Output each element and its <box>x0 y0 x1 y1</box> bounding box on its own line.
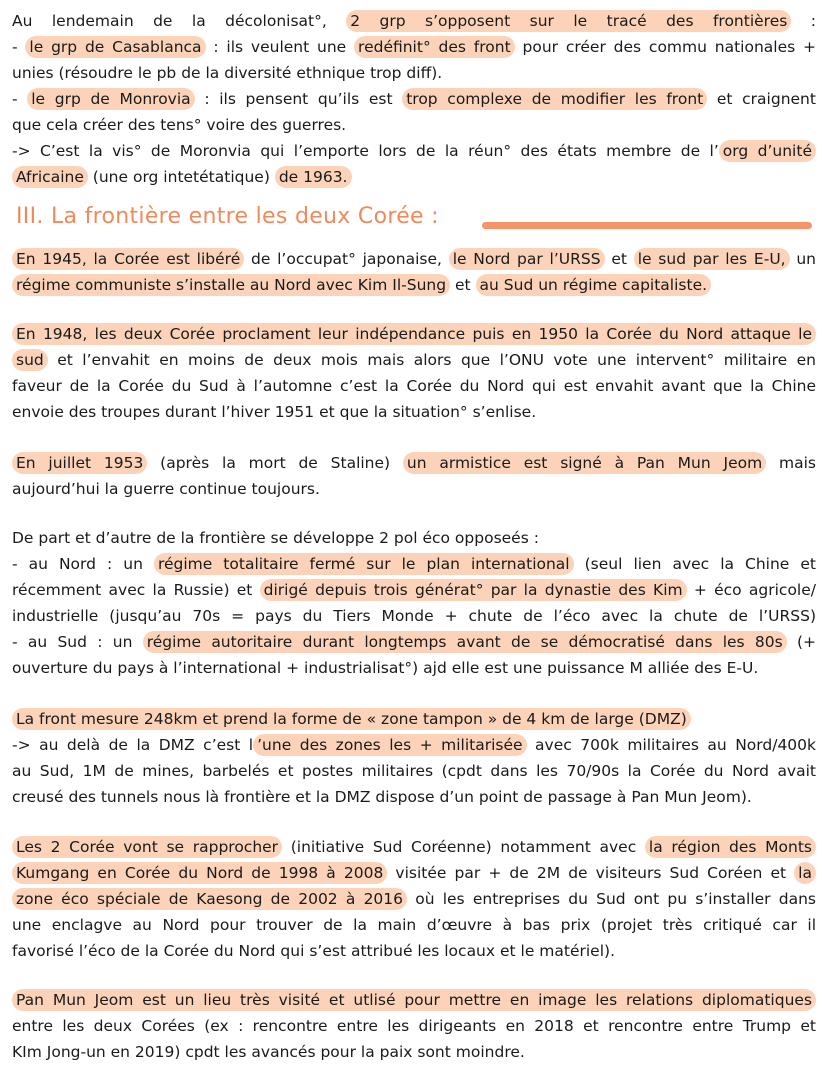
intro-line-7 <box>12 164 816 190</box>
text-segment: : <box>791 12 816 30</box>
highlight: Africaine <box>12 166 88 188</box>
highlight: zone éco spéciale de Kaesong de 2002 à 2016 <box>12 888 407 910</box>
highlight: En juillet 1953 <box>12 452 147 474</box>
highlight: dirigé depuis trois générat° par la dynastie des Kim <box>260 579 687 601</box>
intro-line-1 <box>12 8 816 34</box>
p6-line-2 <box>12 860 816 886</box>
text-segment: (initiative Sud Coréenne) notamment avec <box>282 838 645 856</box>
text-segment: (+ <box>786 633 816 651</box>
p1-line-1 <box>12 246 816 272</box>
highlight: redéfinit° des front <box>354 36 515 58</box>
highlight: La front mesure 248km et prend la forme de « zone tampon » de 4 km de large (DMZ) <box>12 708 691 730</box>
text-segment: - au Sud : un <box>12 633 143 651</box>
highlight: le Nord par l’URSS <box>449 248 605 270</box>
p6-line-4: une enclagve au Nord pour trouver de la main d’œuvre à bas prix (projet très critiqué car il <box>12 916 816 934</box>
highlight: En 1948, les deux Corée proclament leur indépendance puis en 1950 la Corée du Nord attaque le <box>12 323 816 345</box>
highlight: le sud par les E-U, <box>634 248 790 270</box>
text-segment: (après la mort de Staline) <box>147 454 403 472</box>
text-segment: un <box>789 250 816 268</box>
text-segment: de l’occupat° japonaise, <box>244 250 449 268</box>
p6-line-1 <box>12 834 816 860</box>
highlight: la <box>794 862 816 884</box>
text-segment: pour créer des commu nationales + <box>514 38 816 56</box>
intro-line-3: unies (résoudre le pb de la diversité ethnique trop diff). <box>12 64 443 82</box>
text-segment: -> C’est la vis° de Moronvia qui l’emporte lors de la réun° des états membre de l’ <box>12 142 719 160</box>
highlight: org d’unité <box>719 140 816 162</box>
p3-line-2: aujourd’hui la guerre continue toujours. <box>12 480 320 498</box>
p5-line-3: au Sud, 1M de mines, barbelés et postes militaires (cpdt dans les 70/90s la Corée du Nord avait <box>12 762 816 780</box>
p2-line-1 <box>12 321 816 347</box>
intro-line-4 <box>12 86 816 112</box>
text-segment: (seul lien avec la Chine et <box>573 555 816 573</box>
highlight: au Sud un régime capitaliste. <box>476 274 712 296</box>
section-title: III. La frontière entre les deux Corée : <box>16 204 439 229</box>
p7-line-2: entre les deux Corées (ex : rencontre entre les dirigeants en 2018 et rencontre entre Trump et <box>12 1017 816 1035</box>
p7-line-1 <box>12 987 816 1013</box>
highlight: régime communiste s’installe au Nord avec Kim Il-Sung <box>12 274 450 296</box>
p4-line-3 <box>12 577 816 603</box>
highlight: trop complexe de modifier les front <box>402 88 707 110</box>
text-segment: visitée par + de 2M de visiteurs Sud Coréen et <box>387 864 795 882</box>
p4-line-1: De part et d’autre de la frontière se développe 2 pol éco opposeés : <box>12 529 539 547</box>
highlight: un armistice est signé à Pan Mun Jeom <box>403 452 766 474</box>
highlight: la région des Monts <box>645 836 816 858</box>
highlight: En 1945, la Corée est libéré <box>12 248 244 270</box>
text-segment: (une org intetétatique) <box>87 168 275 186</box>
text-segment: où les entreprises du Sud ont pu s’installer dans <box>407 890 816 908</box>
text-segment: avec 700k militaires au Nord/400k <box>526 736 816 754</box>
text-segment: et craignent <box>707 90 816 108</box>
text-segment: - <box>12 38 26 56</box>
highlight: ’une des zones les + militarisée <box>253 734 526 756</box>
p2-line-2 <box>12 347 816 373</box>
text-segment: et l’envahit en moins de deux mois mais alors que l’ONU vote une intervent° militaire en <box>47 351 816 369</box>
title-underline <box>482 222 812 229</box>
p7-line-3: KIm Jong-un en 2019) cpdt les avancés pour la paix sont moindre. <box>12 1043 525 1061</box>
text-segment: + éco agricole/ <box>686 581 816 599</box>
text-segment: Au lendemain de la décolonisat°, <box>12 12 347 30</box>
highlight: le grp de Monrovia <box>27 88 194 110</box>
text-segment: : ils veulent une <box>205 38 355 56</box>
highlight: de 1963. <box>275 166 352 188</box>
p2-line-3: faveur de la Corée du Sud à l’automne c’est la Corée du Nord qui est envahit avant que la Chine <box>12 377 816 395</box>
text-segment: et <box>604 250 634 268</box>
p5-line-2 <box>12 732 816 758</box>
text-segment: - au Nord : un <box>12 555 154 573</box>
p1-line-2 <box>12 272 816 298</box>
highlight: Kumgang en Corée du Nord de 1998 à 2008 <box>12 862 387 884</box>
highlight: Les 2 Corée vont se rapprocher <box>12 836 282 858</box>
p4-line-4: industrielle (jusqu’au 70s = pays du Tiers Monde + chute de l’éco avec la chute de l’URSS) <box>12 607 816 625</box>
text-segment: : ils pensent qu’ils est <box>194 90 403 108</box>
p5-line-1 <box>12 706 816 732</box>
highlight: Pan Mun Jeom est un lieu très visité et utlisé pour mettre en image les relations diplomatiques <box>12 989 816 1011</box>
p6-line-5: favorisé l’éco de la Corée du Nord qui s’est attribué les locaux et le matériel). <box>12 942 616 960</box>
p4-line-6: ouverture du pays à l’international + industrialisat°) ajd elle est une puissance M alliée des E-U. <box>12 659 759 677</box>
text-segment: récemment avec la Russie) et <box>12 581 260 599</box>
text-segment: mais <box>766 454 816 472</box>
highlight: le grp de Casablanca <box>25 36 205 58</box>
p2-line-4: envoie des troupes durant l’hiver 1951 et que la situation° s’enlise. <box>12 403 537 421</box>
p5-line-4: creusé des tunnels nous là frontière et la DMZ dispose d’un point de passage à Pan Mun Jeom). <box>12 788 752 806</box>
p6-line-3 <box>12 886 816 912</box>
highlight: régime autoritaire durant longtemps avant de se démocratisé dans les 80s <box>143 631 787 653</box>
highlight: 2 grp s’opposent sur le tracé des frontières <box>346 10 791 32</box>
text-segment: - <box>12 90 28 108</box>
p4-line-5 <box>12 629 816 655</box>
p4-line-2 <box>12 551 816 577</box>
highlight: régime totalitaire fermé sur le plan international <box>154 553 574 575</box>
intro-line-6 <box>12 138 816 164</box>
intro-line-5: que cela créer des tens° voire des guerres. <box>12 116 347 134</box>
highlight: sud <box>12 349 48 371</box>
text-segment: et <box>450 276 476 294</box>
p3-line-1 <box>12 450 816 476</box>
text-segment: -> au delà de la DMZ c’est l <box>12 736 254 754</box>
intro-line-2 <box>12 34 816 60</box>
